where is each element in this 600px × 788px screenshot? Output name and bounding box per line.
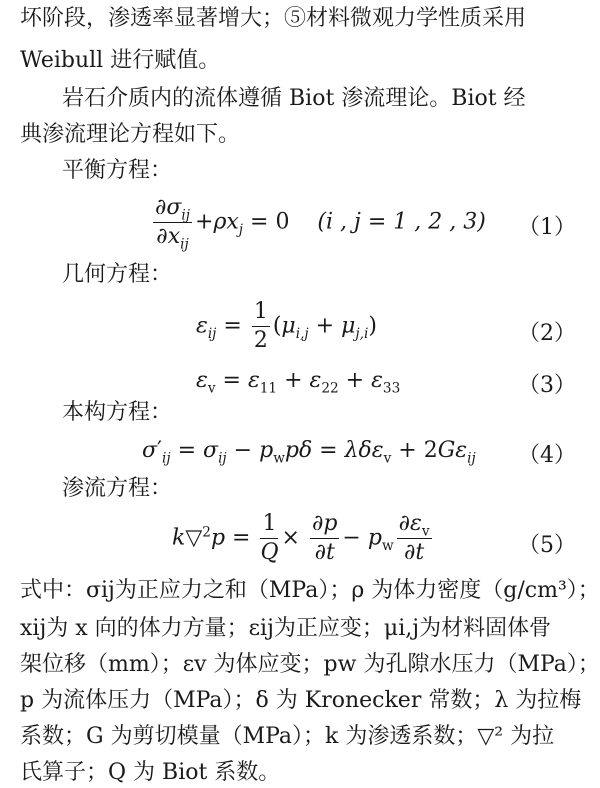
definition-line-5: 系数；G 为剪切模量（MPa）；k 为渗透系数；▽² 为拉 (20, 724, 555, 749)
equation-5: k▽$^2$p = $\frac{1}{Q}$ × $\frac{\partial p}{\partial t}$ − $p_w$ $\frac{\partial\varepsilon_v}{\partial t}$ (172, 511, 430, 566)
heading-equilibrium: 平衡方程： (62, 158, 173, 183)
heading-constitutive: 本构方程： (62, 400, 173, 425)
definition-line-6: 氏算子；Q 为 Biot 系数。 (20, 760, 281, 785)
text-line-1: 坏阶段，渗透率显著增大；⑤材料微观力学性质采用 (20, 6, 527, 31)
heading-seepage: 渗流方程： (62, 476, 173, 501)
equation-3-number: （3） (518, 373, 576, 398)
equation-4-number: （4） (518, 443, 576, 468)
text-line-2: Weibull 进行赋值。 (20, 48, 221, 73)
equation-1: $\frac{\partial\sigma_{ij}}{\partial x_{ij}}$ $+\rho x_j = 0$ (i , j = 1 , 2 , 3) (155, 195, 486, 253)
equation-4: $\sigma'_{ij} = \sigma_{ij} - p_wp\delta = \lambda\delta\varepsilon_v + 2G\varepsilon_{ij}$ (142, 438, 476, 467)
equation-2: $\varepsilon_{ij}$ = $\frac{1}{2}$ $(\mu_{i,j} + \mu_{j,i})$ (196, 299, 377, 354)
definition-line-1: 式中：σij为正应力之和（MPa）；ρ 为体力密度（g/cm³）； (20, 578, 600, 603)
text-line-3: 岩石介质内的流体遵循 Biot 渗流理论。Biot 经 (62, 86, 526, 111)
equation-5-number: （5） (518, 533, 576, 558)
heading-geometry: 几何方程： (62, 262, 173, 287)
definition-line-3: 架位移（mm）；εv 为体应变；pw 为孔隙水压力（MPa）； (20, 652, 600, 677)
definition-line-4: p 为流体压力（MPa）；δ 为 Kronecker 常数；λ 为拉梅 (20, 688, 582, 713)
equation-3: $\varepsilon_v = \varepsilon_{11} + \varepsilon_{22} + \varepsilon_{33}$ (196, 368, 401, 397)
text-line-4: 典渗流理论方程如下。 (20, 122, 241, 147)
equation-2-number: （2） (518, 321, 576, 346)
equation-1-number: （1） (518, 215, 576, 240)
definition-line-2: xij为 x 向的体力方量；εij为正应变；μi,j为材料固体骨 (20, 616, 552, 641)
